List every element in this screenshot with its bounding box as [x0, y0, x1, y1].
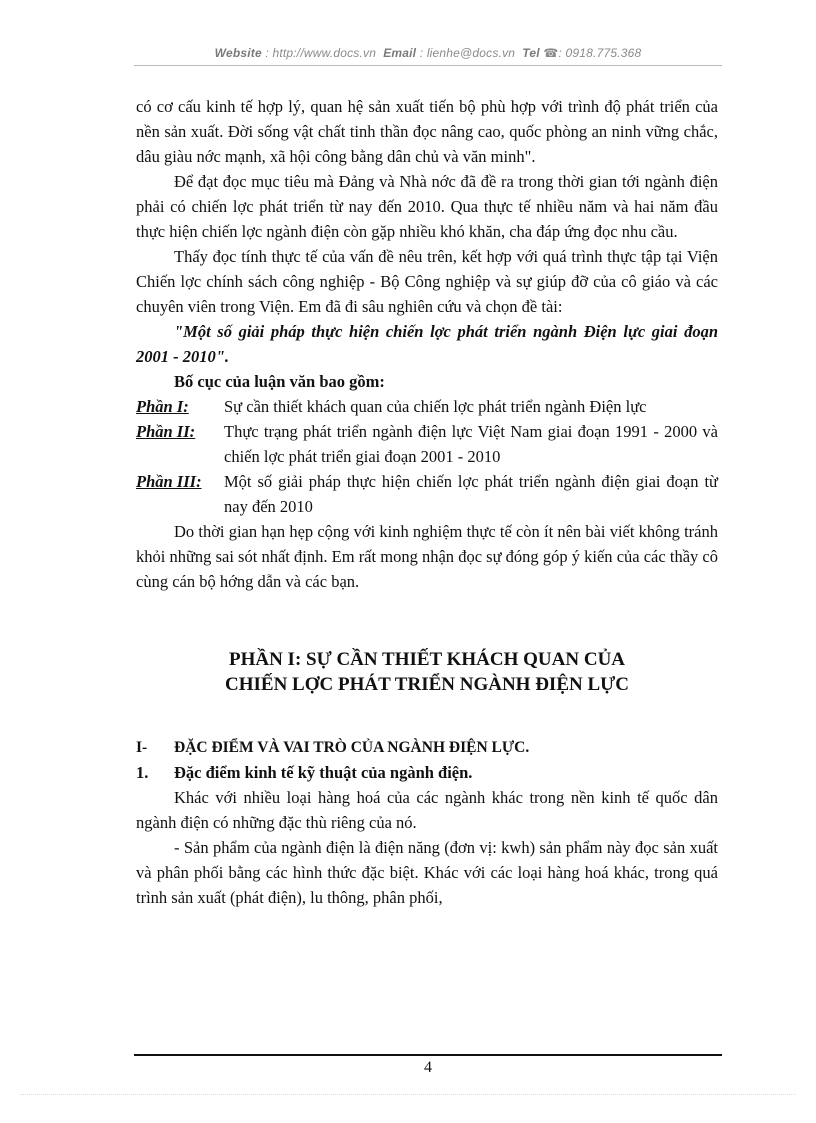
email-value: : lienhe@docs.vn	[419, 46, 516, 60]
part-item	[136, 469, 718, 519]
paragraph-product: - Sản phẩm của ngành điện là điện năng (đơn vị: kwh) sản phẩm này đọc sản xuất và phân phối bằng các hình thức đặc biệt. Khác với các loại hàng hoá khác, trong quá trình sản xuất (phát điện), lu thông, phân phối,	[136, 838, 718, 907]
subsection-number: 1.	[136, 763, 149, 782]
page-number: 4	[424, 1059, 432, 1076]
paragraph-closing: Do thời gian hạn hẹp cộng với kinh nghiệm thực tế còn ít nên bài viết không tránh khỏi những sai sót nhất định. Em rất mong nhận đọc sự đóng góp ý kiến của các thầy cô cùng cán bộ hớng dẫn và các bạn.	[136, 522, 718, 591]
part-item	[136, 394, 718, 419]
part-label: Phần I:	[136, 397, 189, 416]
email-label: Email	[383, 46, 417, 60]
part-item	[136, 419, 718, 469]
part-text: Thực trạng phát triển ngành điện lực Việt Nam giai đoạn 1991 - 2000 và chiến lợc phát triển giai đoạn 2001 - 2010	[224, 422, 718, 466]
paragraph-characteristics: Khác với nhiều loại hàng hoá của các ngành khác trong nền kinh tế quốc dân ngành điện có những đặc thù riêng của nó.	[136, 788, 718, 832]
section-heading	[136, 735, 718, 760]
part-label: Phần II:	[136, 422, 196, 441]
header-divider	[134, 65, 722, 66]
page-header	[134, 46, 722, 60]
paragraph-internship: Thấy đọc tính thực tế của vấn đề nêu trên, kết hợp với quá trình thực tập tại Viện Chiến lợc chính sách công nghiệp - Bộ Công nghiệp và sự giúp đỡ của cô giáo và các chuyên viên trong Viện. Em đã đi sâu nghiên cứu và chọn đề tài:	[136, 247, 718, 316]
part-label: Phần III:	[136, 472, 202, 491]
chapter-title-line-1: PHẦN I: SỰ CẦN THIẾT KHÁCH QUAN CỦA	[228, 649, 626, 670]
thesis-topic: "Một số giải pháp thực hiện chiến lợc phát triển ngành Điện lực giai đoạn 2001 - 2010".	[136, 322, 718, 366]
page-edge	[20, 1094, 796, 1095]
paragraph-intro-continued: có cơ cấu kinh tế hợp lý, quan hệ sản xuất tiến bộ phù hợp với trình độ phát triển của nền sản xuất. Đời sống vật chất tinh thần đọc nâng cao, quốc phòng an ninh vững chắc, dâu giàu nớc mạnh, xã hội công bằng dân chủ và văn minh".	[136, 97, 718, 166]
phone-icon: ☎	[543, 46, 559, 60]
section-number: I-	[136, 739, 148, 756]
structure-heading: Bố cục của luận văn bao gồm:	[174, 372, 385, 391]
part-text: Một số giải pháp thực hiện chiến lợc phát triển ngành điện giai đoạn từ nay đến 2010	[224, 472, 718, 516]
paragraph-goals: Để đạt đọc mục tiêu mà Đảng và Nhà nớc đã đề ra trong thời gian tới ngành điện phải có chiến lợc phát triển từ nay đến 2010. Qua thực tế nhiều năm và hai năm đầu thực hiện chiến lợc ngành điện còn gặp nhiều khó khăn, cha đáp ứng đọc nhu cầu.	[136, 172, 718, 241]
subsection-title: Đặc điểm kinh tế kỹ thuật của ngành điện.	[174, 763, 473, 782]
subsection-heading	[136, 760, 718, 785]
part-text: Sự cần thiết khách quan của chiến lợc phát triển ngành Điện lực	[224, 397, 647, 416]
chapter-title-line-2: CHIẾN LỢC PHÁT TRIỂN NGÀNH ĐIỆN LỰC	[225, 674, 629, 695]
tel-label: Tel	[522, 46, 540, 60]
footer-divider	[134, 1054, 722, 1056]
tel-value: : 0918.775.368	[558, 46, 642, 60]
section-title: ĐẶC ĐIỂM VÀ VAI TRÒ CỦA NGÀNH ĐIỆN LỰC.	[174, 739, 530, 756]
website-value: : http://www.docs.vn	[265, 46, 377, 60]
document-body	[136, 94, 718, 910]
website-label: Website	[214, 46, 262, 60]
chapter-title	[136, 647, 718, 697]
